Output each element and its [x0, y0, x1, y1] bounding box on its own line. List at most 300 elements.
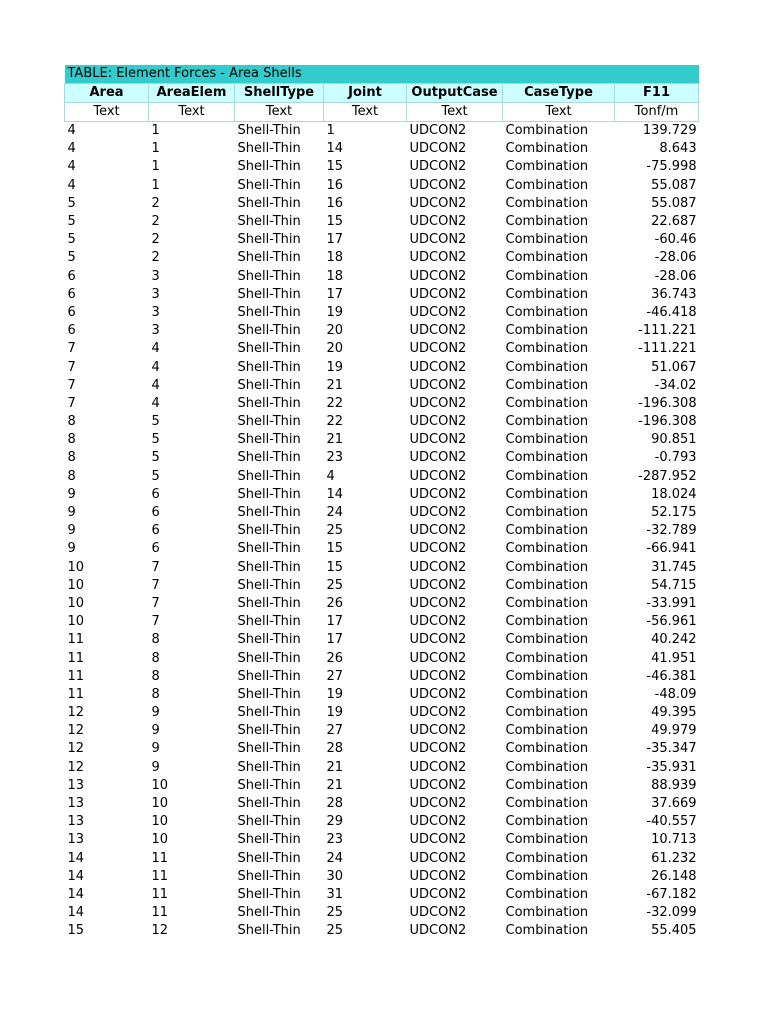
cell-joint: 19 [326, 705, 344, 721]
cell-outputcase: UDCON2 [409, 341, 467, 357]
cell-casetype: Combination [505, 195, 589, 211]
cell-areaelem: 5 [151, 468, 160, 484]
cell-joint: 21 [326, 759, 344, 775]
cell-area: 5 [67, 214, 76, 230]
cell-area: 12 [67, 705, 85, 721]
table-row [65, 577, 699, 595]
cell-f11: -48.09 [654, 686, 697, 702]
cell-f11: 40.242 [651, 632, 697, 648]
cell-shelltype: Shell-Thin [237, 159, 301, 175]
cell-joint: 22 [326, 395, 344, 411]
cell-f11: -287.952 [638, 468, 697, 484]
cell-area: 6 [67, 286, 76, 302]
cell-casetype: Combination [505, 886, 589, 902]
cell-outputcase: UDCON2 [409, 505, 467, 521]
cell-areaelem: 6 [151, 541, 160, 557]
cell-casetype: Combination [505, 432, 589, 448]
cell-areaelem: 7 [151, 577, 160, 593]
cell-casetype: Combination [505, 377, 589, 393]
cell-joint: 14 [326, 141, 344, 157]
cell-casetype: Combination [505, 486, 589, 502]
cell-areaelem: 4 [151, 395, 160, 411]
table-row [65, 777, 699, 795]
cell-area: 7 [67, 377, 76, 393]
cell-f11: 41.951 [651, 650, 697, 666]
cell-f11: -196.308 [638, 395, 697, 411]
cell-f11: 18.024 [651, 486, 697, 502]
cell-outputcase: UDCON2 [409, 741, 467, 757]
table-row [65, 704, 699, 722]
cell-casetype: Combination [505, 304, 589, 320]
cell-joint: 15 [326, 214, 344, 230]
cell-areaelem: 2 [151, 195, 160, 211]
cell-outputcase: UDCON2 [409, 577, 467, 593]
cell-shelltype: Shell-Thin [237, 359, 301, 375]
cell-joint: 17 [326, 614, 344, 630]
cell-area: 11 [67, 650, 85, 666]
cell-shelltype: Shell-Thin [237, 541, 301, 557]
table-row [65, 504, 699, 522]
cell-f11: 37.669 [651, 796, 697, 812]
cell-f11: -35.347 [646, 741, 697, 757]
table-row [65, 813, 699, 831]
cell-joint: 21 [326, 777, 344, 793]
cell-f11: -28.06 [654, 250, 697, 266]
cell-shelltype: Shell-Thin [237, 814, 301, 830]
cell-casetype: Combination [505, 868, 589, 884]
cell-joint: 25 [326, 523, 344, 539]
cell-outputcase: UDCON2 [409, 595, 467, 611]
cell-outputcase: UDCON2 [409, 377, 467, 393]
table-row [65, 468, 699, 486]
cell-joint: 31 [326, 886, 344, 902]
cell-casetype: Combination [505, 686, 589, 702]
cell-casetype: Combination [505, 341, 589, 357]
cell-outputcase: UDCON2 [409, 214, 467, 230]
cell-outputcase: UDCON2 [409, 814, 467, 830]
cell-area: 10 [67, 577, 85, 593]
cell-shelltype: Shell-Thin [237, 850, 301, 866]
cell-areaelem: 6 [151, 523, 160, 539]
cell-areaelem: 11 [151, 850, 169, 866]
table-row [65, 904, 699, 922]
cell-casetype: Combination [505, 650, 589, 666]
cell-joint: 25 [326, 923, 344, 939]
cell-areaelem: 4 [151, 377, 160, 393]
cell-f11: 52.175 [651, 505, 697, 521]
cell-f11: -46.418 [646, 304, 697, 320]
table-row [65, 249, 699, 267]
cell-area: 11 [67, 686, 85, 702]
cell-casetype: Combination [505, 214, 589, 230]
table-row [65, 395, 699, 413]
cell-shelltype: Shell-Thin [237, 341, 301, 357]
cell-area: 14 [67, 905, 85, 921]
cell-joint: 17 [326, 286, 344, 302]
cell-areaelem: 9 [151, 759, 160, 775]
cell-casetype: Combination [505, 595, 589, 611]
cell-areaelem: 5 [151, 414, 160, 430]
table-title: TABLE: Element Forces - Area Shells [65, 65, 699, 84]
cell-area: 8 [67, 468, 76, 484]
cell-outputcase: UDCON2 [409, 323, 467, 339]
cell-outputcase: UDCON2 [409, 759, 467, 775]
cell-f11: -111.221 [638, 341, 697, 357]
cell-areaelem: 2 [151, 232, 160, 248]
cell-joint: 19 [326, 686, 344, 702]
cell-outputcase: UDCON2 [409, 359, 467, 375]
cell-area: 13 [67, 777, 85, 793]
cell-f11: -40.557 [646, 814, 697, 830]
cell-casetype: Combination [505, 777, 589, 793]
cell-joint: 29 [326, 814, 344, 830]
cell-f11: 55.087 [651, 195, 697, 211]
cell-outputcase: UDCON2 [409, 796, 467, 812]
cell-shelltype: Shell-Thin [237, 559, 301, 575]
cell-shelltype: Shell-Thin [237, 759, 301, 775]
cell-casetype: Combination [505, 668, 589, 684]
table-row [65, 195, 699, 213]
col-header-outputcase: OutputCase [407, 84, 503, 103]
cell-joint: 25 [326, 905, 344, 921]
cell-f11: 49.395 [651, 705, 697, 721]
table-row [65, 759, 699, 777]
cell-joint: 16 [326, 195, 344, 211]
table-row [65, 631, 699, 649]
unit-f11: Tonf/m [615, 103, 699, 122]
cell-shelltype: Shell-Thin [237, 741, 301, 757]
cell-joint: 15 [326, 559, 344, 575]
table-row [65, 613, 699, 631]
cell-f11: 55.087 [651, 177, 697, 193]
cell-shelltype: Shell-Thin [237, 432, 301, 448]
cell-joint: 30 [326, 868, 344, 884]
cell-area: 7 [67, 359, 76, 375]
cell-areaelem: 3 [151, 286, 160, 302]
cell-shelltype: Shell-Thin [237, 632, 301, 648]
col-header-joint: Joint [324, 84, 407, 103]
cell-joint: 27 [326, 723, 344, 739]
cell-areaelem: 12 [151, 923, 169, 939]
cell-shelltype: Shell-Thin [237, 923, 301, 939]
cell-outputcase: UDCON2 [409, 777, 467, 793]
cell-area: 13 [67, 796, 85, 812]
cell-joint: 20 [326, 341, 344, 357]
cell-shelltype: Shell-Thin [237, 141, 301, 157]
cell-casetype: Combination [505, 450, 589, 466]
cell-area: 9 [67, 486, 76, 502]
cell-outputcase: UDCON2 [409, 450, 467, 466]
cell-joint: 18 [326, 250, 344, 266]
cell-area: 4 [67, 159, 76, 175]
cell-areaelem: 7 [151, 614, 160, 630]
cell-f11: -67.182 [646, 886, 697, 902]
cell-outputcase: UDCON2 [409, 286, 467, 302]
cell-shelltype: Shell-Thin [237, 650, 301, 666]
cell-joint: 22 [326, 414, 344, 430]
cell-f11: 61.232 [651, 850, 697, 866]
cell-casetype: Combination [505, 523, 589, 539]
cell-areaelem: 5 [151, 432, 160, 448]
table-row [65, 377, 699, 395]
table-row [65, 886, 699, 904]
cell-f11: -35.931 [646, 759, 697, 775]
cell-shelltype: Shell-Thin [237, 377, 301, 393]
cell-area: 6 [67, 268, 76, 284]
table-row [65, 540, 699, 558]
cell-casetype: Combination [505, 632, 589, 648]
cell-shelltype: Shell-Thin [237, 777, 301, 793]
table-row [65, 122, 699, 141]
cell-area: 15 [67, 923, 85, 939]
table-row [65, 868, 699, 886]
cell-areaelem: 2 [151, 250, 160, 266]
table-row [65, 740, 699, 758]
cell-joint: 4 [326, 468, 335, 484]
col-header-casetype: CaseType [503, 84, 615, 103]
cell-outputcase: UDCON2 [409, 832, 467, 848]
table-row [65, 522, 699, 540]
cell-outputcase: UDCON2 [409, 395, 467, 411]
unit-areaelem: Text [149, 103, 235, 122]
cell-area: 6 [67, 304, 76, 320]
unit-area: Text [65, 103, 149, 122]
cell-joint: 26 [326, 650, 344, 666]
table-row [65, 140, 699, 158]
cell-area: 5 [67, 232, 76, 248]
unit-shelltype: Text [235, 103, 324, 122]
cell-shelltype: Shell-Thin [237, 468, 301, 484]
cell-joint: 19 [326, 304, 344, 320]
cell-shelltype: Shell-Thin [237, 723, 301, 739]
cell-area: 10 [67, 595, 85, 611]
cell-shelltype: Shell-Thin [237, 304, 301, 320]
cell-f11: -0.793 [654, 450, 697, 466]
cell-areaelem: 2 [151, 214, 160, 230]
cell-shelltype: Shell-Thin [237, 286, 301, 302]
table-row [65, 304, 699, 322]
cell-casetype: Combination [505, 268, 589, 284]
cell-casetype: Combination [505, 141, 589, 157]
cell-joint: 23 [326, 832, 344, 848]
cell-joint: 15 [326, 541, 344, 557]
cell-outputcase: UDCON2 [409, 705, 467, 721]
cell-area: 7 [67, 395, 76, 411]
cell-area: 4 [67, 123, 76, 139]
cell-shelltype: Shell-Thin [237, 886, 301, 902]
cell-f11: -75.998 [646, 159, 697, 175]
cell-casetype: Combination [505, 505, 589, 521]
cell-shelltype: Shell-Thin [237, 395, 301, 411]
cell-areaelem: 9 [151, 741, 160, 757]
table-row [65, 686, 699, 704]
cell-casetype: Combination [505, 177, 589, 193]
cell-area: 11 [67, 668, 85, 684]
cell-shelltype: Shell-Thin [237, 614, 301, 630]
cell-areaelem: 8 [151, 686, 160, 702]
cell-casetype: Combination [505, 759, 589, 775]
cell-shelltype: Shell-Thin [237, 323, 301, 339]
cell-area: 5 [67, 195, 76, 211]
cell-f11: -60.46 [654, 232, 697, 248]
cell-casetype: Combination [505, 123, 589, 139]
cell-outputcase: UDCON2 [409, 850, 467, 866]
cell-joint: 15 [326, 159, 344, 175]
table-row [65, 449, 699, 467]
table-row [65, 831, 699, 849]
cell-f11: -66.941 [646, 541, 697, 557]
table-row [65, 322, 699, 340]
table-row [65, 340, 699, 358]
cell-areaelem: 11 [151, 886, 169, 902]
unit-casetype: Text [503, 103, 615, 122]
table-row [65, 231, 699, 249]
cell-f11: -111.221 [638, 323, 697, 339]
cell-outputcase: UDCON2 [409, 559, 467, 575]
cell-f11: 90.851 [651, 432, 697, 448]
cell-areaelem: 9 [151, 723, 160, 739]
cell-casetype: Combination [505, 541, 589, 557]
cell-casetype: Combination [505, 159, 589, 175]
cell-shelltype: Shell-Thin [237, 195, 301, 211]
units-row [65, 103, 699, 122]
col-header-area: Area [65, 84, 149, 103]
cell-shelltype: Shell-Thin [237, 595, 301, 611]
cell-area: 14 [67, 886, 85, 902]
cell-area: 14 [67, 850, 85, 866]
cell-outputcase: UDCON2 [409, 886, 467, 902]
cell-joint: 17 [326, 632, 344, 648]
cell-outputcase: UDCON2 [409, 905, 467, 921]
cell-outputcase: UDCON2 [409, 250, 467, 266]
cell-areaelem: 6 [151, 505, 160, 521]
cell-f11: -46.381 [646, 668, 697, 684]
cell-f11: 8.643 [659, 141, 697, 157]
cell-f11: -28.06 [654, 268, 697, 284]
cell-f11: 139.729 [642, 123, 697, 139]
cell-areaelem: 7 [151, 595, 160, 611]
cell-casetype: Combination [505, 232, 589, 248]
cell-outputcase: UDCON2 [409, 723, 467, 739]
cell-f11: 22.687 [651, 214, 697, 230]
cell-f11: 55.405 [651, 923, 697, 939]
cell-f11: -32.099 [646, 905, 697, 921]
cell-areaelem: 3 [151, 304, 160, 320]
cell-outputcase: UDCON2 [409, 123, 467, 139]
cell-casetype: Combination [505, 814, 589, 830]
cell-joint: 24 [326, 850, 344, 866]
cell-casetype: Combination [505, 559, 589, 575]
cell-casetype: Combination [505, 414, 589, 430]
cell-joint: 24 [326, 505, 344, 521]
cell-areaelem: 3 [151, 323, 160, 339]
cell-area: 4 [67, 177, 76, 193]
cell-casetype: Combination [505, 286, 589, 302]
table-row [65, 649, 699, 667]
cell-f11: -34.02 [654, 377, 697, 393]
cell-joint: 1 [326, 123, 335, 139]
cell-area: 8 [67, 414, 76, 430]
column-header-row [65, 84, 699, 103]
cell-f11: 88.939 [651, 777, 697, 793]
cell-f11: 54.715 [651, 577, 697, 593]
cell-casetype: Combination [505, 577, 589, 593]
cell-outputcase: UDCON2 [409, 268, 467, 284]
cell-area: 10 [67, 559, 85, 575]
cell-outputcase: UDCON2 [409, 232, 467, 248]
cell-areaelem: 1 [151, 177, 160, 193]
cell-outputcase: UDCON2 [409, 141, 467, 157]
cell-shelltype: Shell-Thin [237, 486, 301, 502]
table-title-row [65, 65, 699, 84]
col-header-areaelem: AreaElem [149, 84, 235, 103]
cell-joint: 16 [326, 177, 344, 193]
cell-areaelem: 6 [151, 486, 160, 502]
cell-joint: 17 [326, 232, 344, 248]
cell-outputcase: UDCON2 [409, 177, 467, 193]
table-row [65, 431, 699, 449]
cell-casetype: Combination [505, 741, 589, 757]
cell-area: 8 [67, 432, 76, 448]
cell-areaelem: 8 [151, 668, 160, 684]
cell-areaelem: 10 [151, 832, 169, 848]
cell-areaelem: 10 [151, 814, 169, 830]
cell-casetype: Combination [505, 705, 589, 721]
cell-areaelem: 10 [151, 777, 169, 793]
cell-shelltype: Shell-Thin [237, 450, 301, 466]
cell-f11: 51.067 [651, 359, 697, 375]
cell-joint: 21 [326, 432, 344, 448]
cell-casetype: Combination [505, 614, 589, 630]
cell-outputcase: UDCON2 [409, 414, 467, 430]
cell-joint: 28 [326, 741, 344, 757]
cell-area: 9 [67, 505, 76, 521]
table-row [65, 268, 699, 286]
cell-casetype: Combination [505, 395, 589, 411]
cell-shelltype: Shell-Thin [237, 214, 301, 230]
cell-outputcase: UDCON2 [409, 468, 467, 484]
unit-outputcase: Text [407, 103, 503, 122]
cell-areaelem: 10 [151, 796, 169, 812]
cell-joint: 20 [326, 323, 344, 339]
element-forces-table [64, 65, 699, 940]
cell-outputcase: UDCON2 [409, 686, 467, 702]
cell-shelltype: Shell-Thin [237, 832, 301, 848]
cell-areaelem: 8 [151, 650, 160, 666]
cell-casetype: Combination [505, 468, 589, 484]
cell-f11: 26.148 [651, 868, 697, 884]
cell-joint: 14 [326, 486, 344, 502]
table-row [65, 559, 699, 577]
table-row [65, 177, 699, 195]
table-row [65, 795, 699, 813]
cell-areaelem: 8 [151, 632, 160, 648]
cell-f11: -33.991 [646, 595, 697, 611]
cell-area: 5 [67, 250, 76, 266]
cell-casetype: Combination [505, 905, 589, 921]
cell-areaelem: 4 [151, 341, 160, 357]
unit-joint: Text [324, 103, 407, 122]
cell-areaelem: 11 [151, 868, 169, 884]
cell-area: 9 [67, 523, 76, 539]
cell-shelltype: Shell-Thin [237, 177, 301, 193]
cell-shelltype: Shell-Thin [237, 868, 301, 884]
cell-outputcase: UDCON2 [409, 650, 467, 666]
cell-casetype: Combination [505, 850, 589, 866]
cell-joint: 19 [326, 359, 344, 375]
cell-outputcase: UDCON2 [409, 304, 467, 320]
cell-area: 14 [67, 868, 85, 884]
